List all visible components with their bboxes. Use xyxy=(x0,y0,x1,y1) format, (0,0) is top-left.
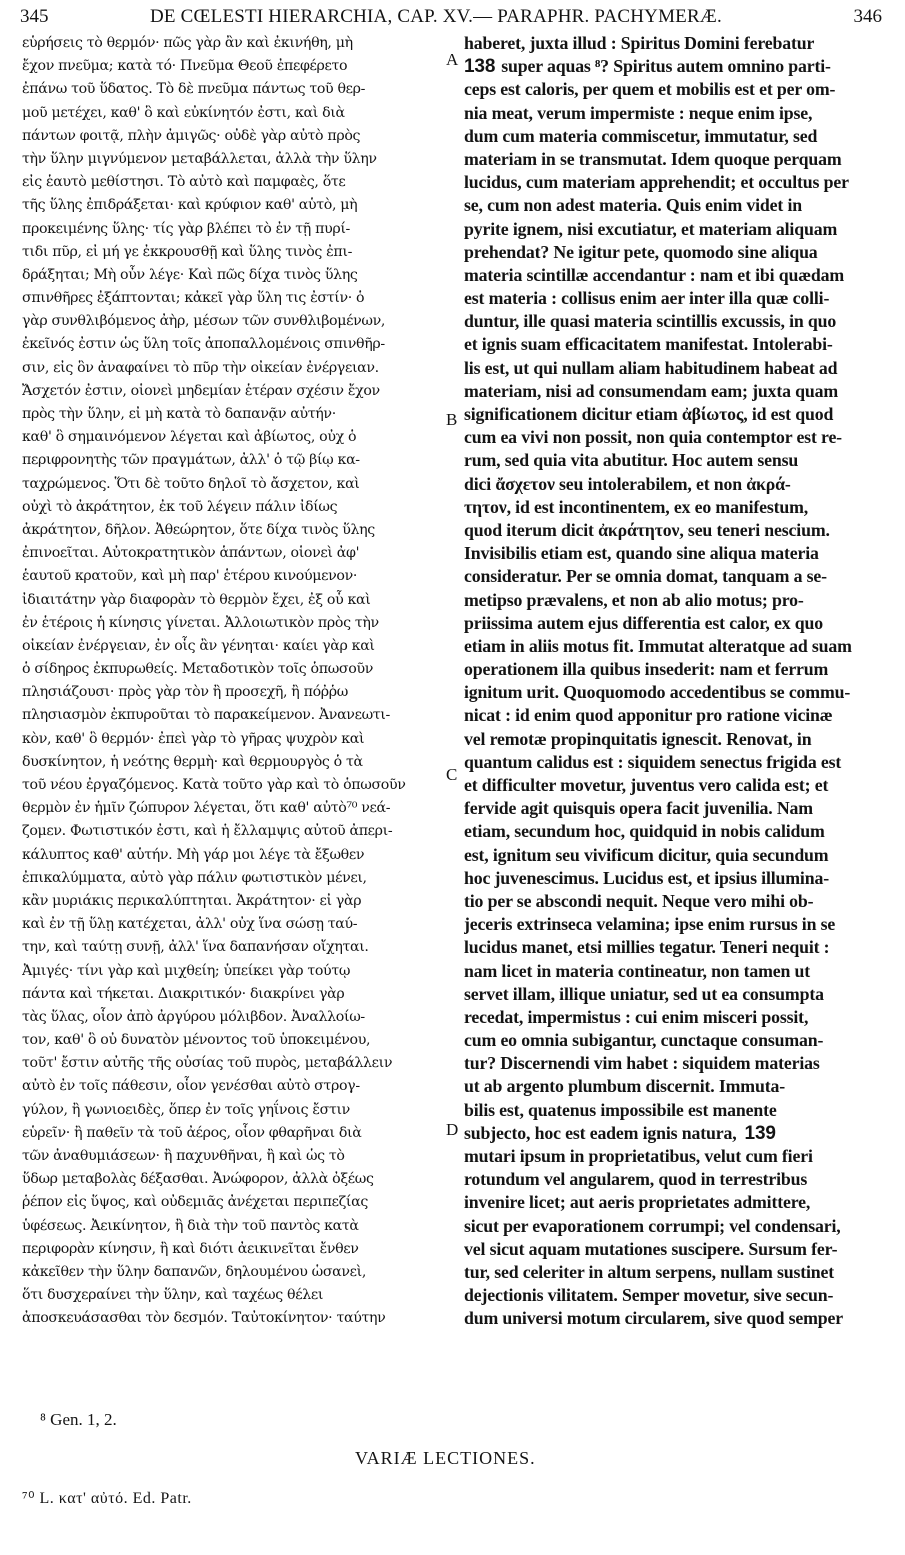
greek-line: ἑαυτοῦ κρατοῦν, καὶ μὴ παρ' ἑτέρου κινούμενον· xyxy=(22,568,358,585)
latin-line: dejectionis vilitatem. Semper movetur, sive secun- xyxy=(464,1285,834,1306)
greek-line: τοῦ νέου ἐργαζόμενος. Κατὰ τοῦτο γὰρ καὶ τὸ ὁπωσοῦν xyxy=(22,777,406,793)
greek-line: πλησιασμὸν ἐκπυροῦται τὸ παρακείμενον. Ἀνανεωτι- xyxy=(22,707,390,724)
greek-line: εὑρήσεις τὸ θερμόν· πῶς γὰρ ἂν καὶ ἐκινήθη, μὴ xyxy=(22,35,353,51)
greek-line: την, καὶ ταύτῃ συνῇ, ἀλλ' ἵνα δαπανήσαν οἴχηται. xyxy=(22,939,369,956)
latin-line xyxy=(464,55,886,78)
greek-line: αὐτὸ ἐν τοῖς πάθεσιν, οἷον γενέσθαι αὐτὸ στρογ- xyxy=(22,1078,360,1095)
greek-line: ὅτι δυσχεραίνει τὴν ὕλην, καὶ ταχέως θέλει xyxy=(22,1287,324,1304)
latin-line: etiam in aliis motus fit. Immutat alteratque ad suam xyxy=(464,635,852,656)
latin-line: et difficulter movetur, juventus vero calida est; et xyxy=(464,775,829,795)
latin-line: quod iterum dicit ἀκράτητον, seu teneri nescium. xyxy=(464,519,830,540)
footnote: ⁸ Gen. 1, 2. xyxy=(40,1410,117,1429)
latin-line: est materia : collisus enim aer inter illa quæ colli- xyxy=(464,288,830,309)
greek-line: πάντα καὶ τήκεται. Διακριτικόν· διακρίνει γὰρ xyxy=(22,985,345,1002)
latin-line: consideratur. Per se omnia domat, tanquam a se- xyxy=(464,566,827,587)
margin-marker-c: C xyxy=(446,765,458,784)
greek-line: Ἄσχετόν ἐστιν, οἱονεὶ μηδεμίαν ἑτέραν σχέσιν ἔχον xyxy=(22,382,380,399)
greek-line: ἐν ἑτέροις ἡ κίνησις γίνεται. Ἀλλοιωτικὸν πρὸς τὴν xyxy=(22,614,379,631)
latin-line: tur, sed celeriter in altum serpens, nullam sustinet xyxy=(464,1261,835,1282)
greek-line: Ἀμιγές· τίνι γὰρ καὶ μιχθείη; ὑπείκει γὰρ τούτῳ xyxy=(22,962,351,979)
greek-line: πλησιάζουσι· πρὸς γὰρ τὸν ἢ προσεχῆ, ἢ πόῤῥω xyxy=(22,684,348,701)
greek-line: ἐπικαλύμματα, αὐτὸ γὰρ πάλιν φωτιστικὸν μένει, xyxy=(22,869,367,886)
greek-line: ἐπάνω τοῦ ὕδατος. Τὸ δὲ πνεῦμα πάντως τοῦ θερ- xyxy=(22,81,366,98)
greek-line: κάλυπτος καθ' αὑτήν. Μὴ γάρ μοι λέγε τὰ ἔξωθεν xyxy=(22,846,365,863)
greek-column xyxy=(22,32,440,1331)
latin-line: et ignis suam efficacitatem manifestat. Intolerabi- xyxy=(464,334,833,355)
latin-line: sicut per evaporationem corrumpi; vel condensari, xyxy=(464,1215,841,1236)
latin-line: lucidus, cum materiam apprehendit; et occultus per xyxy=(464,172,849,193)
latin-line: invenire licet; aut aeris proprietates admittere, xyxy=(464,1192,811,1213)
page-number-right: 346 xyxy=(853,6,882,27)
greek-line: τοῦτ' ἔστιν αὐτῆς τῆς οὐσίας τοῦ πυρὸς, μεταβάλλειν xyxy=(22,1055,393,1072)
greek-line: πρὸς τὴν ὕλην, εἰ μὴ κατὰ τὸ δαπανᾷν αὐτήν· xyxy=(22,406,336,422)
greek-line: εἰς ἑαυτὸ μεθίστησι. Τὸ αὐτὸ καὶ παμφαὲς, ὅτε xyxy=(22,174,346,191)
greek-line: τὰς ὕλας, οἷον ἀπὸ ἀργύρου μόλιβδον. Ἀναλλοίω- xyxy=(22,1008,365,1025)
greek-line: τὴν ὕλην μιγνύμενον μεταβάλλεται, ἀλλὰ τὴν ὕλην xyxy=(22,150,377,167)
latin-line: recedat, impermistus : cui enim misceri possit, xyxy=(464,1006,809,1027)
greek-line: ἐπινοεῖται. Αὐτοκρατητικὸν ἁπάντων, οἱονεὶ ἀφ' xyxy=(22,545,360,562)
latin-line: rotundum vel angularem, quod in terrestribus xyxy=(464,1169,808,1190)
greek-line: γὰρ συνθλιβόμενος ἀὴρ, μέσων τῶν συνθλιβομένων, xyxy=(22,313,386,330)
greek-line: μοῦ μετέχει, καθ' ὃ καὶ εὐκίνητόν ἐστι, καὶ διὰ xyxy=(22,104,345,121)
latin-line: cum eo omnia subigantur, cunctaque consuman- xyxy=(464,1030,824,1051)
latin-line-text: super aquas ⁸? Spiritus autem omnino parti- xyxy=(501,56,831,77)
section-heading: VARIÆ LECTIONES. xyxy=(355,1448,536,1468)
greek-line: ἀποσκευάσασθαι τὸν δεσμόν. Ταὐτοκίνητον· ταύτην xyxy=(22,1310,386,1327)
latin-line: haberet, juxta illud : Spiritus Domini ferebatur xyxy=(464,33,815,53)
running-title: DE CŒLESTI HIERARCHIA, CAP. XV.— PARAPHR. PACHYMERÆ. xyxy=(150,6,722,27)
latin-line: jeceris extrinseca velamina; ipse enim rursus in se xyxy=(464,914,836,935)
latin-line: ignitum urit. Quoquomodo accedentibus se commu- xyxy=(464,682,851,703)
latin-line: dum universi motum circularem, sive quod semper xyxy=(464,1308,844,1329)
greek-line: σπινθῆρες ἐξάπτονται; κἀκεῖ γὰρ ὕλη τις ἐστίν· ὁ xyxy=(22,290,365,307)
latin-line: prehendat? Ne igitur pete, quomodo sine aliqua xyxy=(464,241,818,262)
latin-line: pyrite ignem, nisi excutiatur, et materiam aliquam xyxy=(464,218,838,239)
latin-line: rum, sed quia vita abutitur. Hoc autem sensu xyxy=(464,450,799,471)
latin-line: metipso prævalens, et non ab alio motus; pro- xyxy=(464,589,804,610)
greek-line: ὕδωρ μεταβολὰς δέξασθαι. Ἀνώφορον, ἀλλὰ ὀξέως xyxy=(22,1171,374,1188)
latin-column xyxy=(464,32,886,1331)
greek-line: δράξηται; Μὴ οὖν λέγε· Καὶ πῶς δίχα τινὸς ὕλης xyxy=(22,266,358,283)
latin-line: materia scintillæ accendantur : nam et ibi quædam xyxy=(464,264,845,285)
latin-line: priissima autem ejus differentia est calor, ex quo xyxy=(464,612,823,633)
latin-line: hoc juvenescimus. Lucidus est, et ipsius illumina- xyxy=(464,867,829,888)
greek-line: περιφρονητὴς τῶν πραγμάτων, ἀλλ' ὁ τῷ βίῳ κα- xyxy=(22,452,360,469)
latin-line: lucidus manet, etsi millies tegatur. Teneri nequit : xyxy=(464,937,830,958)
greek-line: τον, καθ' ὃ οὐ δυνατὸν μένοντος τοῦ ὑποκειμένου, xyxy=(22,1032,371,1049)
latin-line: Invisibilis etiam est, quando sine aliqua materia xyxy=(464,543,819,564)
margin-marker-b: B xyxy=(446,410,458,429)
greek-line: περιφορὰν κίνησιν, ἢ καὶ διότι ἀεικινεῖται ἔνθεν xyxy=(22,1240,359,1257)
latin-line: est, ignitum seu vivificum dicitur, quia secundum xyxy=(464,844,829,865)
latin-line: materiam in se transmutat. Idem quoque perquam xyxy=(464,148,842,169)
latin-line: fervide agit quisquis opera facit juvenilia. Nam xyxy=(464,798,813,819)
latin-line: quantum calidus est : siquidem senectus frigida est xyxy=(464,751,842,772)
greek-line: οἰκείαν ἐνέργειαν, ἐν οἷς ἂν γένηται· καίει γὰρ καὶ xyxy=(22,637,375,654)
latin-line: bilis est, quatenus impossibile est manente xyxy=(464,1099,777,1120)
latin-line: materiam, nisi ad consumendam eam; juxta quam xyxy=(464,380,839,401)
greek-line: πάντων φοιτᾷ, πλὴν ἀμιγῶς· οὐδὲ γὰρ αὐτὸ πρὸς xyxy=(22,127,361,144)
greek-line: ταχρώμενος. Ὅτι δὲ τοῦτο δηλοῖ τὸ ἄσχετον, καὶ xyxy=(22,475,360,492)
greek-line: κἂν μυριάκις περικαλύπτηται. Ἀκράτητον· εἰ γὰρ xyxy=(22,892,362,909)
greek-line: ἔχον πνεῦμα; κατὰ τό· Πνεῦμα Θεοῦ ἐπεφέρετο xyxy=(22,58,348,75)
greek-line: τιδι πῦρ, εἰ μή γε ἐκκρουσθῇ καὶ ὕλης τινὸς ἐπι- xyxy=(22,243,353,260)
running-header xyxy=(20,6,882,30)
greek-line: καὶ ἐν τῇ ὕλῃ κατέχεται, ἀλλ' οὐχ ἵνα σώσῃ ταύ- xyxy=(22,916,358,933)
greek-line: γύλον, ἢ γωνιοειδὲς, ὅπερ ἐν τοῖς γηΐνοις ἔστιν xyxy=(22,1101,350,1118)
latin-line: vel remotæ propinquitatis ignescit. Renovat, in xyxy=(464,728,812,749)
latin-line: nicat : id enim quod apponitur pro ratione vicinæ xyxy=(464,705,833,726)
latin-line-text: subjecto, hoc est eadem ignis natura, xyxy=(464,1122,737,1143)
latin-line: ut ab argento plumbum discernit. Immuta- xyxy=(464,1076,785,1097)
greek-line: εὑρεῖν· ἢ παθεῖν τὰ τοῦ ἀέρος, οἷον φθαρῆναι διὰ xyxy=(22,1124,362,1141)
greek-line: ῥέπον εἰς ὕψος, καὶ οὐδεμιᾶς ἀνέχεται περιπεζίας xyxy=(22,1194,368,1211)
greek-line: προκειμένης ὕλης· τίς γὰρ βλέπει τὸ ἐν τῇ πυρί- xyxy=(22,220,350,237)
greek-line: ἐκεῖνός ἐστιν ὡς ὕλη τοῖς ἀποπαλλομένοις σπινθῆρ- xyxy=(22,336,385,353)
greek-line: καθ' ὃ σημαινόμενον λέγεται καὶ ἀβίωτος, οὐχ ὁ xyxy=(22,429,357,446)
greek-line: κὸν, καθ' ὃ θερμόν· ἐπεὶ γὰρ τὸ γῆρας ψυχρὸν καὶ xyxy=(22,730,365,747)
greek-line: σιν, εἰς ὃν ἀναφαίνει τὸ πῦρ τὴν οἰκείαν ἐνέργειαν. xyxy=(22,359,379,376)
latin-line: etiam, secundum hoc, quidquid in nobis calidum xyxy=(464,821,825,842)
latin-line: se, cum non adest materia. Quis enim videt in xyxy=(464,195,803,216)
latin-line: operationem illa quibus insederit: nam et ferrum xyxy=(464,659,829,680)
greek-line: θερμὸν ἐν ἡμῖν ζώπυρον λέγεται, ὅτι καθ' αὐτὸ⁷⁰ νεά- xyxy=(22,800,391,817)
column-number: 139 xyxy=(744,1122,776,1144)
latin-line: dici ἄσχετον seu intolerabilem, et non ἀκρά- xyxy=(464,473,791,494)
latin-line: servet illam, illique uniatur, sed ut ea consumpta xyxy=(464,983,824,1004)
greek-line: τῆς ὕλης ἐπιδράξεται· καὶ κρύφιον καθ' αὑτὸ, μὴ xyxy=(22,197,358,214)
greek-line: ὑφέσεως. Ἀεικίνητον, ἢ διὰ τὴν τοῦ παντὸς κατὰ xyxy=(22,1217,359,1234)
latin-line: ceps est caloris, per quem et mobilis est et per om- xyxy=(464,79,836,100)
latin-line: lis est, ut qui nullam aliam habitudinem habeat ad xyxy=(464,357,838,378)
latin-line: duntur, ille quasi materia scintillis excussis, in quo xyxy=(464,311,837,332)
page-number-left: 345 xyxy=(20,6,49,27)
greek-line: ὁ σίδηρος ἐκπυρωθείς. Μεταδοτικὸν τοῖς ὁπωσοῦν xyxy=(22,661,374,678)
column-number: 138 xyxy=(464,56,496,78)
latin-line: mutari ipsum in proprietatibus, velut cum fieri xyxy=(464,1146,813,1166)
variant-note: ⁷⁰ L. κατ' αὐτό. Ed. Patr. xyxy=(22,1490,192,1507)
greek-line: οὐχὶ τὸ ἀκράτητον, ἐκ τοῦ λέγειν πάλιν ἰδίως xyxy=(22,498,338,515)
latin-line: cum ea vivi non possit, non quia contemptor est re- xyxy=(464,427,842,448)
greek-line: κἀκεῖθεν τὴν ὕλην δαπανῶν, δηλουμένου ὡσανεὶ, xyxy=(22,1263,367,1280)
margin-marker-a: A xyxy=(446,50,459,69)
latin-line: significationem dicitur etiam ἀβίωτος, id est quod xyxy=(464,404,834,424)
greek-line: ἰδιαιτάτην γὰρ διαφορὰν τὸ θερμὸν ἔχει, ἐξ οὗ καὶ xyxy=(22,591,371,608)
greek-line: δυσκίνητον, ἡ νεότης θερμὴ· καὶ θερμουργὸς ὁ τὰ xyxy=(22,753,363,770)
latin-line xyxy=(464,1122,886,1145)
latin-line: nam licet in materia contineatur, non tamen ut xyxy=(464,960,811,981)
margin-marker-d: D xyxy=(446,1120,459,1139)
latin-line: vel sicut aquam mutationes suscipere. Sursum fer- xyxy=(464,1238,838,1259)
latin-line: tio per se abscondi nequit. Neque vero mihi ob- xyxy=(464,890,814,911)
latin-line: nia meat, verum impermiste : neque enim ipse, xyxy=(464,102,813,123)
latin-line: τητον, id est incontinentem, ex eo manifestum, xyxy=(464,496,809,517)
latin-line: dum cum materia commiscetur, immutatur, sed xyxy=(464,125,818,146)
greek-line: τῶν ἀναθυμιάσεων· ἢ παχυνθῆναι, ἢ καὶ ὡς τὸ xyxy=(22,1148,345,1164)
greek-line: ζομεν. Φωτιστικόν ἐστι, καὶ ἡ ἔλλαμψις αὐτοῦ ἀπερι- xyxy=(22,823,393,840)
latin-line: tur? Discernendi vim habet : siquidem materias xyxy=(464,1053,820,1074)
greek-line: ἀκράτητον, δῆλον. Ἀθεώρητον, ὅτε δίχα τινὸς ὕλης xyxy=(22,521,375,538)
